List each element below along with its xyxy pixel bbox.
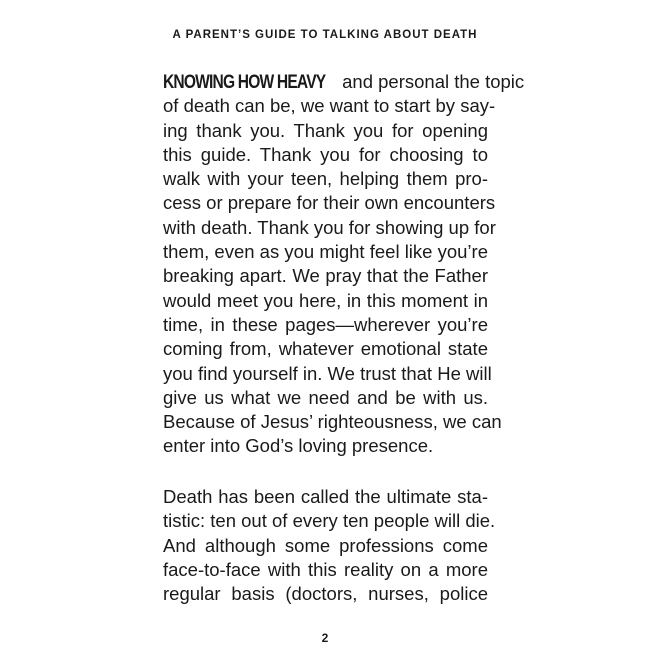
text-line: with death. Thank you for showing up for [163, 216, 496, 238]
page-number: 2 [321, 631, 329, 645]
paragraph-1 [163, 70, 525, 459]
text-line: Death has been called the ultimate sta- [163, 486, 488, 507]
text-line: enter into God’s loving presence. [163, 435, 434, 457]
text-line: tistic: ten out of every ten people will die. [163, 510, 496, 532]
text-line: give us what we need and be with us. [163, 386, 488, 408]
text-line: time, in these pages—wherever you’re [163, 313, 488, 335]
text-line: of death can be, we want to start by say- [163, 95, 496, 117]
text-line: this guide. Thank you for choosing to [163, 143, 488, 165]
paragraph-2 [163, 485, 496, 606]
lead-in: KNOWING HOW HEAVY [163, 72, 326, 93]
text-line: walk with your teen, helping them pro- [163, 168, 488, 190]
text-line: them, even as you might feel like you’re [163, 241, 488, 263]
text-line: face-to-face with this reality on a more [163, 558, 488, 580]
text-line: ing thank you. Thank you for opening [163, 119, 488, 141]
text-span: and personal the topic [336, 71, 525, 92]
text-line: you find yourself in. We trust that He will [163, 362, 492, 384]
running-header: A PARENT’S GUIDE TO TALKING ABOUT DEATH [172, 29, 478, 41]
text-line: would meet you here, in this moment in [163, 289, 488, 311]
text-line: Because of Jesus’ righteousness, we can [163, 411, 502, 433]
text-line: cess or prepare for their own encounters [163, 192, 496, 214]
text-line: coming from, whatever emotional state [163, 338, 488, 360]
text-line: And although some professions come [163, 534, 488, 556]
text-line: breaking apart. We pray that the Father [163, 265, 488, 287]
text-line: regular basis (doctors, nurses, police [163, 583, 488, 605]
text-line [163, 70, 525, 94]
